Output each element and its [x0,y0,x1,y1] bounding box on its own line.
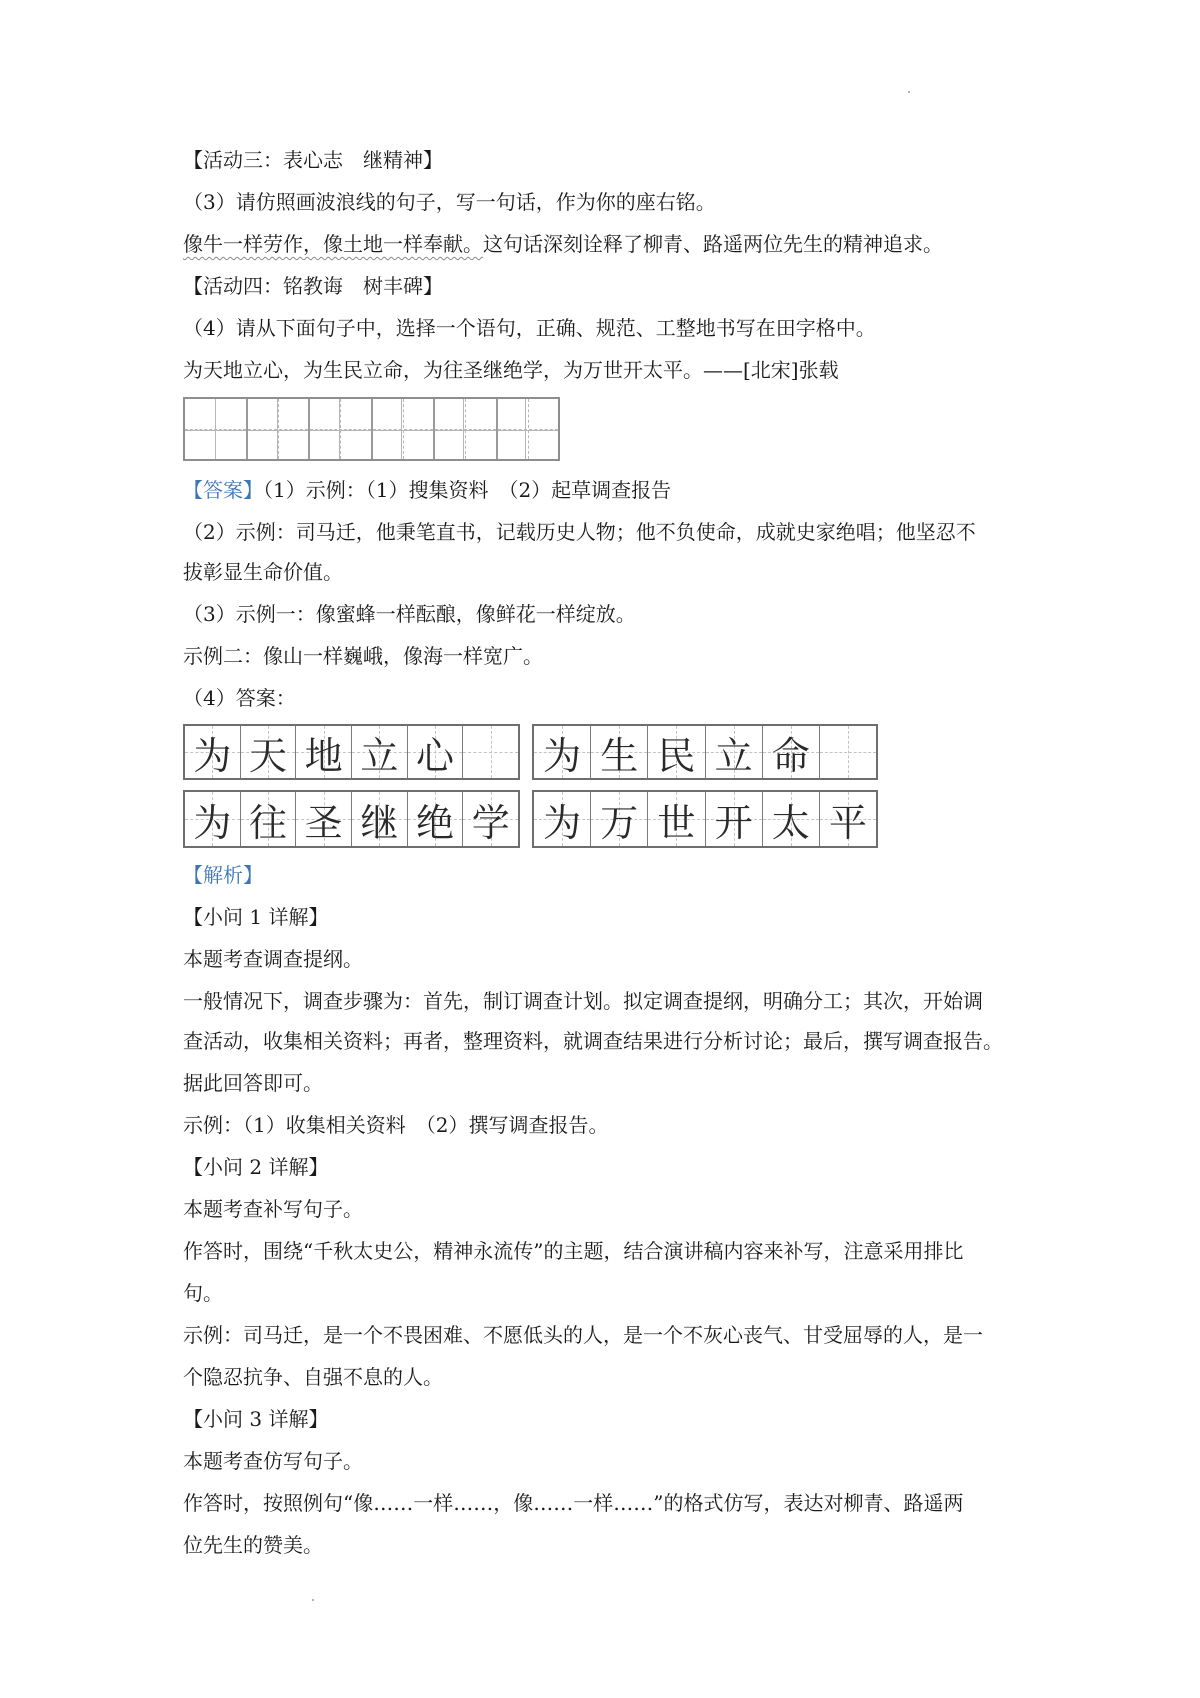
grid-char-cell: 立 [706,726,763,778]
grid-char-cell: 开 [706,792,763,846]
grid-char-cell [820,726,876,778]
activity3-title: 【活动三：表心志 继精神】 [183,148,443,172]
answer-2-line2: 拔彰显生命价值。 [183,560,343,584]
grid-char-cell: 民 [648,726,705,778]
grid-char-cell [463,726,518,778]
grid-char-cell: 学 [463,792,518,846]
sub-question-3-title: 【小问 3 详解】 [183,1407,329,1431]
analysis-label: 【解析】 [183,863,263,887]
grid-char-cell: 地 [296,726,352,778]
answer-label: 【答案】 [183,478,263,502]
example-sentence [183,230,943,258]
answer-grid-row2-left [183,790,520,848]
grid-char-cell: 立 [352,726,408,778]
sub-question-2-text-line2: 句。 [183,1281,223,1305]
answer-1: （1）示例：（1）搜集资料 （2）起草调查报告 [263,478,672,502]
sub-question-3-text-line1: 作答时，按照例句“像……一样……，像……一样……”的格式仿写，表达对柳青、路遥两 [183,1491,964,1515]
sub-question-2-text-line1: 作答时，围绕“千秋太史公，精神永流传”的主题，结合演讲稿内容来补写，注意采用排比 [183,1239,964,1263]
answer-3-line2: 示例二：像山一样巍峨，像海一样宽广。 [183,644,543,668]
grid-char-cell: 心 [408,726,464,778]
grid-char-cell: 天 [241,726,297,778]
answer-4: （4）答案： [183,686,296,710]
question-3: （3）请仿照画波浪线的句子，写一句话，作为你的座右铭。 [183,190,716,214]
sub-question-1-text-line2: 查活动，收集相关资料；再者，整理资料，就调查结果进行分析讨论；最后，撰写调查报告。 [183,1029,1003,1053]
tianzige-empty-grid [183,397,560,461]
grid-cell [310,399,373,459]
grid-cell [435,399,498,459]
grid-char-cell: 万 [591,792,648,846]
example-sentence-rest: 这句话深刻诠释了柳青、路遥两位先生的精神追求。 [483,232,943,256]
activity4-title: 【活动四：铭教诲 树丰碑】 [183,274,443,298]
answer-grid-row2-right [532,790,878,848]
grid-char-cell: 命 [763,726,820,778]
grid-char-cell: 为 [185,792,241,846]
grid-char-cell: 生 [591,726,648,778]
grid-char-cell: 绝 [408,792,464,846]
grid-char-cell: 继 [352,792,408,846]
grid-char-cell: 为 [534,792,591,846]
grid-cell [185,399,248,459]
sub-question-2-example-line1: 示例：司马迁，是一个不畏困难、不愿低头的人，是一个不灰心丧气、甘受屈辱的人，是一 [183,1323,983,1347]
grid-char-cell: 往 [241,792,297,846]
answer-section [183,476,671,504]
sub-question-2-example-line2: 个隐忍抗争、自强不息的人。 [183,1365,443,1389]
scan-speck [908,91,910,93]
answer-grid-row1-right [532,724,878,780]
sub-question-1-example: 示例：（1）收集相关资料 （2）撰写调查报告。 [183,1113,609,1137]
answer-grid-row1-left [183,724,520,780]
grid-char-cell: 为 [534,726,591,778]
sub-question-1-title: 【小问 1 详解】 [183,905,329,929]
zhang-zai-quote: 为天地立心，为生民立命，为往圣继绝学，为万世开太平。——[北宋]张载 [183,358,839,382]
grid-cell [373,399,436,459]
grid-char-cell: 世 [648,792,705,846]
sub-question-2-topic: 本题考查补写句子。 [183,1197,363,1221]
grid-char-cell: 平 [820,792,876,846]
grid-char-cell: 圣 [296,792,352,846]
sub-question-3-topic: 本题考查仿写句子。 [183,1449,363,1473]
wavy-underlined-sentence: 像牛一样劳作，像土地一样奉献。 [183,232,483,256]
sub-question-2-title: 【小问 2 详解】 [183,1155,329,1179]
sub-question-3-text-line2: 位先生的赞美。 [183,1533,323,1557]
scan-speck [312,1599,314,1601]
answer-2-line1: （2）示例：司马迁，他秉笔直书，记载历史人物；他不负使命，成就史家绝唱；他坚忍不 [183,520,976,544]
grid-cell [498,399,559,459]
answer-3-line1: （3）示例一：像蜜蜂一样酝酿，像鲜花一样绽放。 [183,602,636,626]
grid-cell [248,399,311,459]
grid-char-cell: 为 [185,726,241,778]
sub-question-1-text-line1: 一般情况下，调查步骤为：首先，制订调查计划。拟定调查提纲，明确分工；其次，开始调 [183,989,983,1013]
sub-question-1-topic: 本题考查调查提纲。 [183,947,363,971]
question-4: （4）请从下面句子中，选择一个语句，正确、规范、工整地书写在田字格中。 [183,316,876,340]
sub-question-1-text-line3: 据此回答即可。 [183,1071,323,1095]
grid-char-cell: 太 [763,792,820,846]
